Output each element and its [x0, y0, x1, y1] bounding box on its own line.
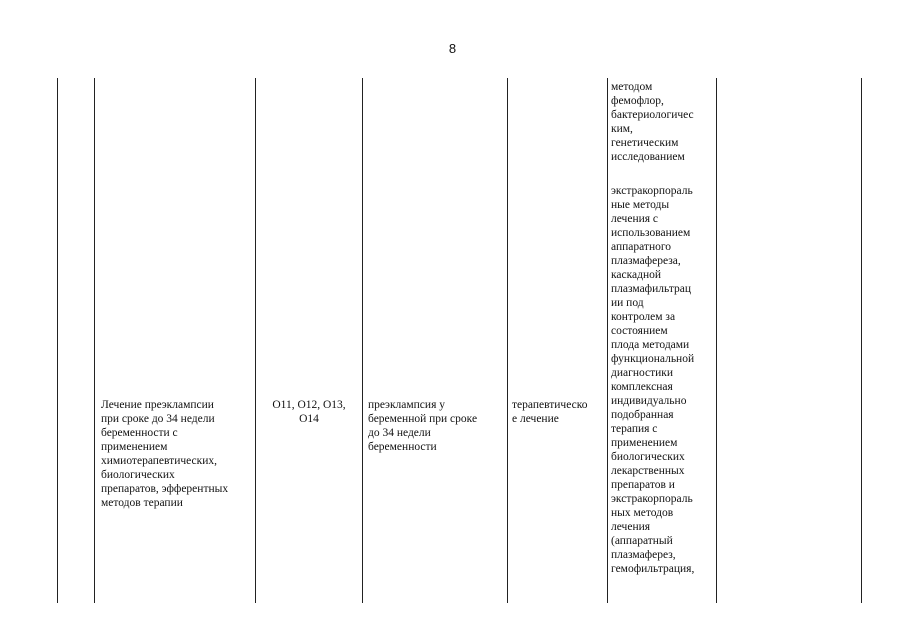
page-number: 8: [448, 41, 457, 56]
column-divider: [716, 78, 717, 603]
method-continuation-cell: методом фемофлор, бактериологичес ким, генетическим исследованием: [611, 81, 694, 163]
table-border-right: [861, 78, 862, 603]
treatment-method-cell: экстракорпораль ные методы лечения с использованием аппаратного плазмафереза, каскадной плазмафильтрац ии под контролем за состоянием плода методами функциональной диагностики комплексная индивидуально подобранная терапия с применением биологических лекарственных препаратов и экстракорпораль ных методов лечения (аппаратный плазмаферез, гемофильтрация,: [611, 185, 695, 575]
table-border-left: [57, 78, 58, 603]
diagnosis-cell: преэклампсия у беременной при сроке до 34 недели беременности: [368, 399, 478, 453]
column-divider: [507, 78, 508, 603]
column-divider: [94, 78, 95, 603]
care-name-cell: Лечение преэклампсии при сроке до 34 недели беременности с применением химиотерапевтических, биологических препаратов, эфферентных методов терапии: [101, 399, 229, 509]
treatment-type-cell: терапевтическо е лечение: [512, 399, 588, 425]
column-divider: [255, 78, 256, 603]
icd-codes-cell: O11, O12, O13, O14: [272, 399, 346, 425]
column-divider: [362, 78, 363, 603]
column-divider: [607, 78, 608, 603]
